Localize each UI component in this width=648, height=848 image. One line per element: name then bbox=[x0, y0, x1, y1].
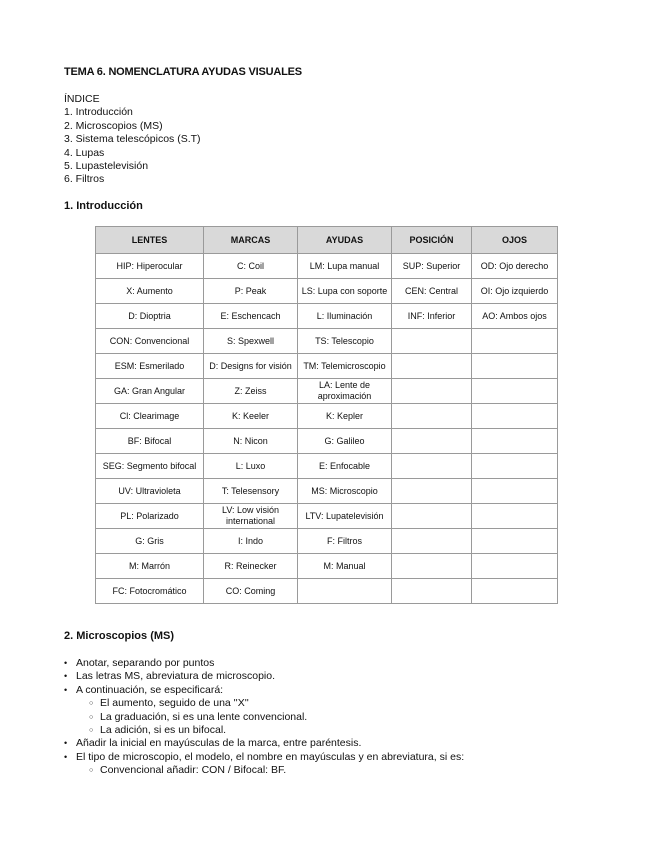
table-cell-lentes: CON: Convencional bbox=[96, 329, 204, 354]
table-cell-ayudas: L: Iluminación bbox=[298, 304, 392, 329]
table-cell-marcas: S: Spexwell bbox=[204, 329, 298, 354]
table-cell-marcas: L: Luxo bbox=[204, 454, 298, 479]
table-cell-ojos bbox=[472, 354, 558, 379]
section-heading-microscopios: 2. Microscopios (MS) bbox=[64, 630, 175, 642]
table-cell-ayudas: G: Galileo bbox=[298, 429, 392, 454]
table-cell-posicion: SUP: Superior bbox=[392, 254, 472, 279]
table-cell-marcas: I: Indo bbox=[204, 529, 298, 554]
table-cell-lentes: PL: Polarizado bbox=[96, 504, 204, 529]
table-cell-lentes: BF: Bifocal bbox=[96, 429, 204, 454]
table-cell-lentes: HIP: Hiperocular bbox=[96, 254, 204, 279]
list-item: • Las letras MS, abreviatura de microscopio. bbox=[64, 670, 624, 683]
column-header-posicion: POSICIÓN bbox=[392, 227, 472, 254]
table-cell-marcas: Z: Zeiss bbox=[204, 379, 298, 404]
table-cell-posicion bbox=[392, 454, 472, 479]
table-cell-ojos bbox=[472, 579, 558, 604]
index-item: 6. Filtros bbox=[64, 173, 105, 186]
table-cell-marcas: LV: Low visión international bbox=[204, 504, 298, 529]
page-title: TEMA 6. NOMENCLATURA AYUDAS VISUALES bbox=[64, 66, 302, 78]
table-cell-posicion bbox=[392, 554, 472, 579]
table-cell-ayudas: K: Kepler bbox=[298, 404, 392, 429]
table-cell-ayudas: LS: Lupa con soporte bbox=[298, 279, 392, 304]
list-item bbox=[64, 684, 624, 697]
table-cell-posicion bbox=[392, 329, 472, 354]
table-cell-posicion bbox=[392, 379, 472, 404]
index-heading: ÍNDICE bbox=[64, 93, 100, 105]
table-cell-lentes: X: Aumento bbox=[96, 279, 204, 304]
sub-list-container bbox=[64, 764, 624, 777]
table-row bbox=[96, 354, 558, 379]
table-cell-ayudas: LM: Lupa manual bbox=[298, 254, 392, 279]
index-item: 1. Introducción bbox=[64, 106, 133, 119]
sub-list bbox=[64, 697, 624, 737]
section-heading-introduccion: 1. Introducción bbox=[64, 200, 143, 212]
table-cell-marcas: T: Telesensory bbox=[204, 479, 298, 504]
table-cell-ojos bbox=[472, 479, 558, 504]
table-row bbox=[96, 479, 558, 504]
table-cell-marcas: P: Peak bbox=[204, 279, 298, 304]
sub-list-item: ○ La graduación, si es una lente convencional. bbox=[64, 711, 624, 724]
sub-list-item: ○ Convencional añadir: CON / Bifocal: BF. bbox=[64, 764, 624, 777]
list-item: • Añadir la inicial en mayúsculas de la marca, entre paréntesis. bbox=[64, 737, 624, 750]
table-cell-ojos bbox=[472, 529, 558, 554]
table-cell-ojos bbox=[472, 404, 558, 429]
table-cell-ojos bbox=[472, 454, 558, 479]
table-row bbox=[96, 454, 558, 479]
table-cell-ayudas: E: Enfocable bbox=[298, 454, 392, 479]
table-row bbox=[96, 329, 558, 354]
list-item-text: A continuación, se especificará: bbox=[76, 683, 224, 696]
table-cell-ojos bbox=[472, 504, 558, 529]
table-row bbox=[96, 304, 558, 329]
table-header-row bbox=[96, 227, 558, 254]
table-cell-lentes: GA: Gran Angular bbox=[96, 379, 204, 404]
table-cell-posicion: INF: Inferior bbox=[392, 304, 472, 329]
microscopios-bullet-list bbox=[64, 657, 624, 778]
sub-list bbox=[64, 764, 624, 777]
table-row bbox=[96, 279, 558, 304]
table-cell-posicion bbox=[392, 504, 472, 529]
table-cell-ayudas: TS: Telescopio bbox=[298, 329, 392, 354]
table-cell-ojos bbox=[472, 554, 558, 579]
table-cell-ayudas: LA: Lente de aproximación bbox=[298, 379, 392, 404]
table-row bbox=[96, 404, 558, 429]
table-cell-marcas: CO: Coming bbox=[204, 579, 298, 604]
table-cell-ojos bbox=[472, 329, 558, 354]
list-item: • Anotar, separando por puntos bbox=[64, 657, 624, 670]
table-cell-ojos: OD: Ojo derecho bbox=[472, 254, 558, 279]
table-row bbox=[96, 379, 558, 404]
table-cell-ayudas: MS: Microscopio bbox=[298, 479, 392, 504]
table-cell-ayudas: F: Filtros bbox=[298, 529, 392, 554]
index-item: 4. Lupas bbox=[64, 146, 105, 159]
table-cell-posicion bbox=[392, 429, 472, 454]
column-header-lentes: LENTES bbox=[96, 227, 204, 254]
table-cell-ayudas bbox=[298, 579, 392, 604]
column-header-ayudas: AYUDAS bbox=[298, 227, 392, 254]
nomenclature-table bbox=[95, 226, 558, 604]
table-cell-ayudas: M: Manual bbox=[298, 554, 392, 579]
table-cell-marcas: E: Eschencach bbox=[204, 304, 298, 329]
table-cell-ojos bbox=[472, 379, 558, 404]
column-header-ojos: OJOS bbox=[472, 227, 558, 254]
table-cell-lentes: D: Dioptria bbox=[96, 304, 204, 329]
table-cell-marcas: R: Reinecker bbox=[204, 554, 298, 579]
table-cell-lentes: Cl: Clearimage bbox=[96, 404, 204, 429]
table-cell-lentes: UV: Ultravioleta bbox=[96, 479, 204, 504]
table-row bbox=[96, 504, 558, 529]
table-row bbox=[96, 529, 558, 554]
table-cell-ojos: OI: Ojo izquierdo bbox=[472, 279, 558, 304]
table-cell-posicion: CEN: Central bbox=[392, 279, 472, 304]
table-cell-posicion bbox=[392, 404, 472, 429]
table-row bbox=[96, 429, 558, 454]
table-row bbox=[96, 579, 558, 604]
sub-list-container bbox=[64, 697, 624, 737]
column-header-marcas: MARCAS bbox=[204, 227, 298, 254]
table-cell-marcas: N: Nicon bbox=[204, 429, 298, 454]
table-row bbox=[96, 254, 558, 279]
table-cell-ayudas: LTV: Lupatelevisión bbox=[298, 504, 392, 529]
table-cell-lentes: ESM: Esmerilado bbox=[96, 354, 204, 379]
sub-list-item: ○ El aumento, seguido de una ''X'' bbox=[64, 697, 624, 710]
table-row bbox=[96, 554, 558, 579]
table-cell-marcas: K: Keeler bbox=[204, 404, 298, 429]
index-block bbox=[64, 93, 201, 187]
table-cell-ojos: AO: Ambos ojos bbox=[472, 304, 558, 329]
table-cell-posicion bbox=[392, 354, 472, 379]
table-cell-posicion bbox=[392, 529, 472, 554]
table-cell-ayudas: TM: Telemicroscopio bbox=[298, 354, 392, 379]
sub-list-item: ○ La adición, si es un bifocal. bbox=[64, 724, 624, 737]
table-cell-lentes: FC: Fotocromático bbox=[96, 579, 204, 604]
table-cell-lentes: SEG: Segmento bifocal bbox=[96, 454, 204, 479]
table-cell-lentes: M: Marrón bbox=[96, 554, 204, 579]
index-item: 3. Sistema telescópicos (S.T) bbox=[64, 133, 201, 146]
index-item: 5. Lupastelevisión bbox=[64, 160, 149, 173]
table-cell-marcas: D: Designs for visión bbox=[204, 354, 298, 379]
table-cell-lentes: G: Gris bbox=[96, 529, 204, 554]
index-item: 2. Microscopios (MS) bbox=[64, 119, 163, 132]
table-cell-ojos bbox=[472, 429, 558, 454]
list-item: • El tipo de microscopio, el modelo, el nombre en mayúsculas y en abreviatura, si es: bbox=[64, 751, 624, 764]
table-cell-posicion bbox=[392, 479, 472, 504]
table-cell-marcas: C: Coil bbox=[204, 254, 298, 279]
table-cell-posicion bbox=[392, 579, 472, 604]
